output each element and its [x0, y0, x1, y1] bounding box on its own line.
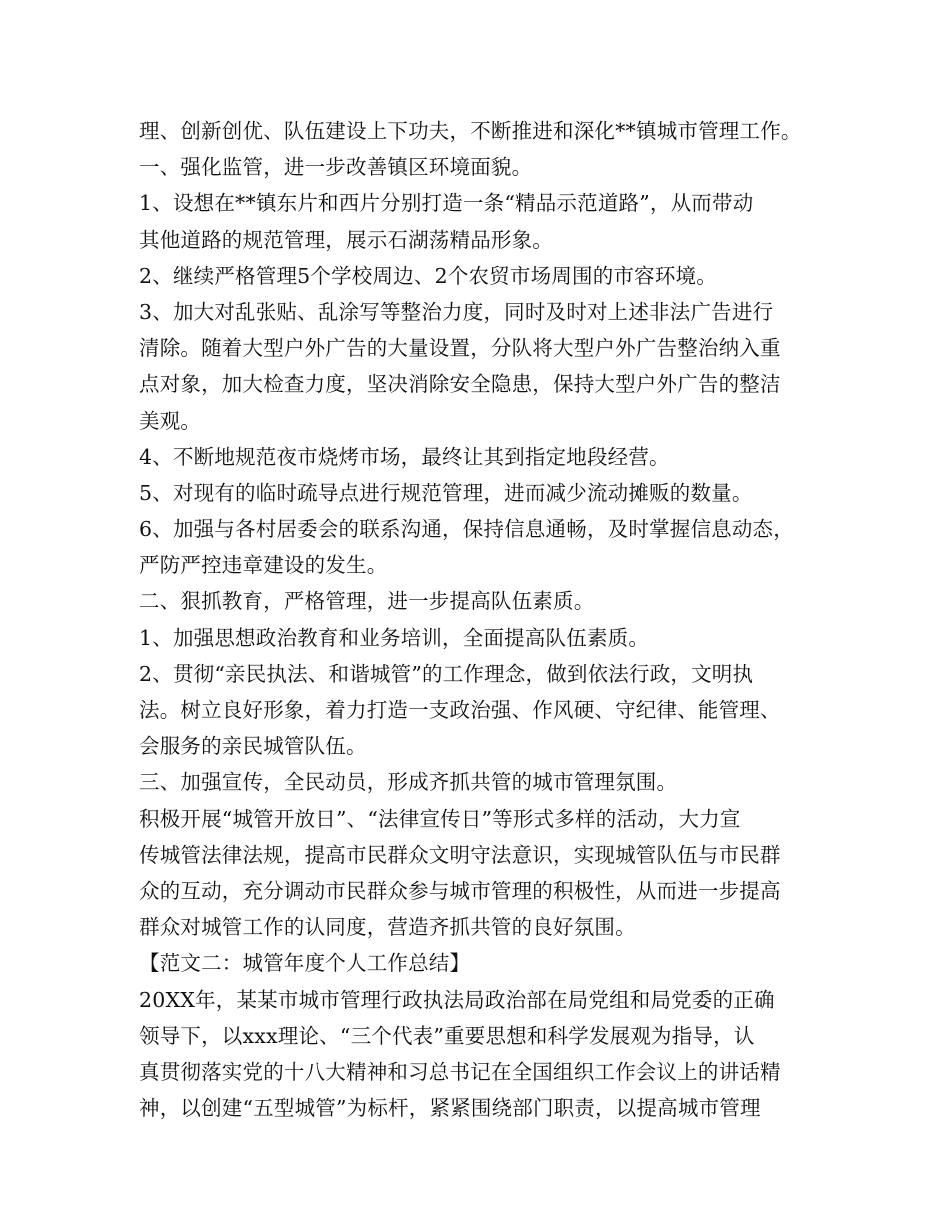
text-line: 20XX年，某某市城市管理行政执法局政治部在局党组和局党委的正确: [139, 987, 775, 1012]
text-line: 4、不断地规范夜市烧烤市场，最终让其到指定地段经营。: [139, 444, 670, 469]
section-heading: 一、强化监管，进一步改善镇区环境面貌。: [139, 155, 533, 180]
text-line: 美观。: [139, 408, 202, 433]
text-line: 真贯彻落实党的十八大精神和习总书记在全国组织工作会议上的讲话精: [139, 1059, 781, 1084]
document-body: [139, 113, 839, 1126]
text-line: 2、继续严格管理5个学校周边、2个农贸市场周围的市容环境。: [139, 263, 717, 288]
text-line: 1、设想在**镇东片和西片分别打造一条“精品示范道路”，从而带动: [139, 191, 754, 216]
article-title: 【范文二：城管年度个人工作总结】: [139, 951, 471, 976]
text-line: 理、创新创优、队伍建设上下功夫，不断推进和深化**镇城市管理工作。: [139, 119, 802, 143]
text-line: 传城管法律法规，提高市民群众文明守法意识，实现城管队伍与市民群: [139, 842, 781, 867]
text-line: 点对象，加大检查力度，坚决消除安全隐患，保持大型户外广告的整洁: [139, 372, 781, 397]
section-heading: 三、加强宣传，全民动员，形成齐抓共管的城市管理氛围。: [139, 770, 678, 795]
text-line: 法。树立良好形象，着力打造一支政治强、作风硬、守纪律、能管理、: [139, 698, 781, 722]
text-line: 2、贯彻“亲民执法、和谐城管”的工作理念，做到依法行政，文明执: [139, 661, 754, 686]
text-line: 众的互动，充分调动市民群众参与城市管理的积极性，从而进一步提高: [139, 878, 781, 903]
text-line: 6、加强与各村居委会的联系沟通，保持信息通畅，及时掌握信息动态，: [139, 517, 794, 542]
text-line: 会服务的亲民城管队伍。: [139, 734, 367, 759]
text-line: 清除。随着大型户外广告的大量设置，分队将大型户外广告整治纳入重: [139, 336, 781, 361]
text-line: 3、加大对乱张贴、乱涂写等整治力度，同时及时对上述非法广告进行: [139, 299, 774, 324]
text-line: 1、加强思想政治教育和业务培训，全面提高队伍素质。: [139, 625, 650, 650]
text-line: 积极开展“城管开放日”、“法律宣传日”等形式多样的活动，大力宣: [139, 806, 741, 831]
text-line: 神，以创建“五型城管”为标杆，紧紧围绕部门职责，以提高城市管理: [139, 1096, 761, 1121]
text-line: 群众对城管工作的认同度，营造齐抓共管的良好氛围。: [139, 915, 636, 940]
text-line: 领导下，以xxx理论、“三个代表”重要思想和科学发展观为指导，认: [139, 1023, 755, 1048]
text-line: 其他道路的规范管理，展示石湖荡精品形象。: [139, 227, 553, 252]
text-line: 严防严控违章建设的发生。: [139, 553, 388, 578]
section-heading: 二、狠抓教育，严格管理，进一步提高队伍素质。: [139, 589, 595, 614]
text-line: 5、对现有的临时疏导点进行规范管理，进而减少流动摊贩的数量。: [139, 480, 753, 505]
